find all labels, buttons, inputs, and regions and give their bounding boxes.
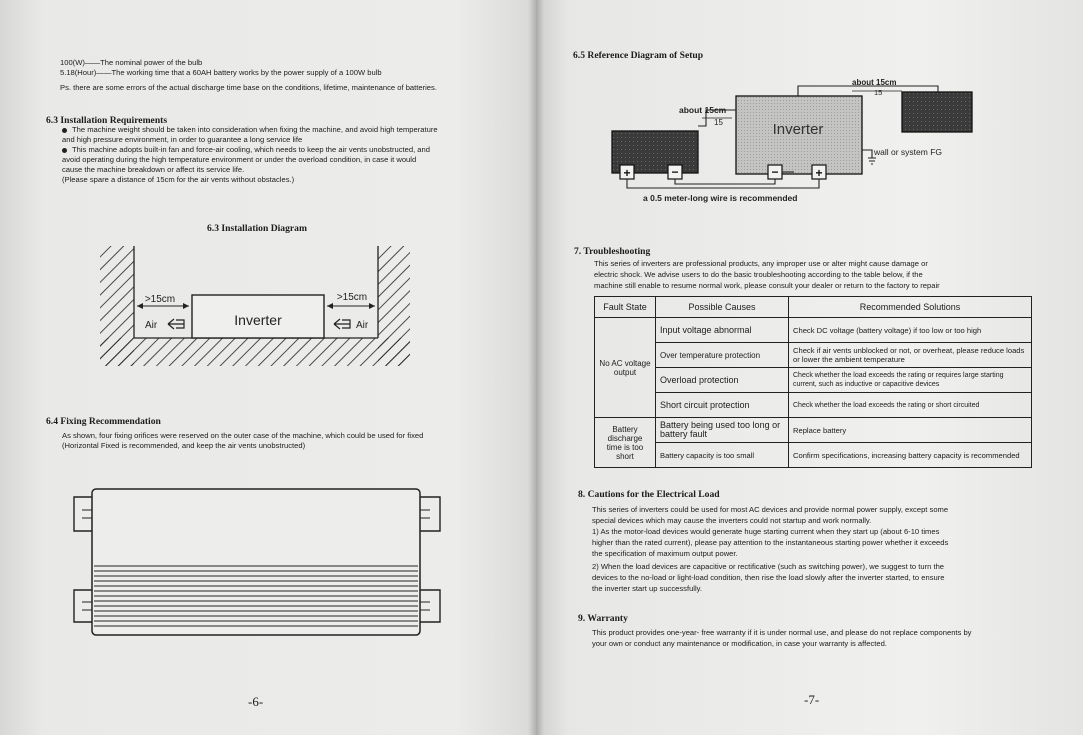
section-8-line-2: special devices which may cause the inverters could not startup and work normally.	[592, 516, 872, 525]
section-6-4-line-1: As shown, four fixing orifices were reserved on the outer case of the machine, which could be used for fixed	[62, 431, 424, 440]
cause-cell: Battery capacity is too small	[656, 443, 789, 468]
page-number-left: -6-	[248, 694, 264, 709]
solution-cell: Replace battery	[789, 418, 1032, 443]
header-solutions: Recommended Solutions	[789, 297, 1032, 318]
about-15cm-left-label: about 15cm	[679, 105, 727, 115]
section-6-4-line-2: (Horizontal Fixed is recommended, and keep the air vents unobstructed)	[62, 441, 306, 450]
fixing-diagram	[0, 0, 536, 735]
inverter-block-label: Inverter	[772, 121, 824, 138]
air-right-label: Air	[356, 320, 369, 331]
section-7-heading: 7. Troubleshooting	[574, 246, 651, 257]
table-row	[595, 343, 1032, 368]
troubleshooting-table	[594, 296, 1032, 468]
left-bottom-bracket	[74, 590, 92, 622]
bullet-2-line-3: cause the machine breakdown or affect its service life.	[62, 165, 245, 174]
section-6-4-heading: 6.4 Fixing Recommendation	[46, 416, 161, 427]
cause-cell: Input voltage abnormal	[656, 318, 789, 343]
section-8-line-1: This series of inverters could be used for most AC devices and provide normal power supply, except some	[592, 505, 949, 514]
right-distance-label: >15cm	[336, 292, 368, 303]
bullet-2-line-4: (Please spare a distance of 15cm for the air vents without obstacles.)	[62, 175, 295, 184]
section-8-heading: 8. Cautions for the Electrical Load	[578, 489, 720, 500]
bullet-1-line-1: The machine weight should be taken into consideration when fixing the machine, and avoid high temperature	[62, 125, 438, 135]
table-row	[595, 368, 1032, 393]
section-9-line-2: your own or conduct any maintenance or modification, in case your warranty is affected.	[592, 639, 887, 648]
section-9-heading: 9. Warranty	[578, 613, 628, 624]
num-15-left: 15	[714, 118, 723, 127]
inverter-case	[92, 489, 420, 635]
section-8-line-5: the specification of maximum output power.	[592, 549, 738, 558]
solution-cell: Check if air vents unblocked or not, or overheat, please reduce loads or lower the ambient temperature	[789, 343, 1032, 368]
inverter-box-label: Inverter	[234, 312, 282, 328]
cause-cell: Battery being used too long or battery fault	[656, 418, 789, 443]
header-possible-causes: Possible Causes	[656, 297, 789, 318]
ground-label: wall or system FG	[874, 147, 943, 157]
section-8-line-7: devices to the no-load or light-load condition, then rise the load slowly after the inverter started, to ensure	[592, 573, 945, 582]
left-top-bracket	[74, 497, 92, 531]
solution-cell: Check whether the load exceeds the rating or requires large starting current, such as inductive or capacitive devices	[789, 368, 1032, 393]
intro-line-2: 5.18(Hour)——The working time that a 60AH battery works by the power supply of a 100W bulb	[60, 68, 382, 77]
page-number-right: -7-	[804, 692, 820, 707]
bullet-1-line-2: and high pressure environment, in order to guarantee a long service life	[62, 135, 303, 144]
cause-cell: Short circuit protection	[656, 393, 789, 418]
table-row	[595, 318, 1032, 343]
right-bottom-bracket	[420, 590, 440, 622]
load-block	[902, 92, 972, 132]
num-15-right: 15	[874, 88, 883, 97]
plus-icon: +	[623, 166, 631, 180]
section-9-line-1: This product provides one-year- free warranty if it is under normal use, and please do not replace components by	[592, 628, 972, 637]
header-fault-state: Fault State	[595, 297, 656, 318]
solution-cell: Confirm specifications, increasing battery capacity is recommended	[789, 443, 1032, 468]
minus-icon: −	[671, 165, 679, 179]
setup-diagram	[536, 0, 1083, 260]
table-row	[595, 418, 1032, 443]
left-page	[0, 0, 536, 735]
wire-note: a 0.5 meter-long wire is recommended	[643, 193, 798, 203]
section-8-line-4: higher than the rated current), please pay attention to the instantaneous starting power whether it exceeds	[592, 538, 949, 547]
section-7-intro-2: electric shock. We advise users to do the basic troubleshooting according to the table below, if the	[594, 270, 923, 279]
section-8-line-8: the inverter start up successfully.	[592, 584, 703, 593]
right-top-bracket	[420, 497, 440, 531]
installation-diagram-title: 6.3 Installation Diagram	[207, 223, 307, 234]
book-gutter	[528, 0, 544, 735]
section-6-5-heading: 6.5 Reference Diagram of Setup	[573, 50, 704, 61]
about-15cm-right-label: about 15cm	[852, 78, 897, 87]
section-7-intro-3: machine still enable to resume normal work, please consult your dealer or return to the factory to repair	[594, 281, 940, 290]
minus-icon: −	[771, 165, 779, 179]
section-8-line-3: 1) As the motor-load devices would generate huge starting current when they start up (about 6-10 times	[592, 527, 940, 536]
cause-cell: Overload protection	[656, 368, 789, 393]
air-left-label: Air	[145, 320, 158, 331]
section-6-3-heading: 6.3 Installation Requirements	[46, 115, 168, 126]
table-header-row	[595, 297, 1032, 318]
intro-ps-note: Ps. there are some errors of the actual discharge time base on the conditions, lifetime, maintenance of batteries.	[60, 83, 437, 92]
section-7-intro-1: This series of inverters are professional products, any improper use or alter might cause damage or	[594, 259, 928, 268]
bullet-2-line-1: This machine adopts built-in fan and force-air cooling, which needs to keep the air vents unobstructed, and	[62, 145, 430, 155]
table-row	[595, 443, 1032, 468]
solution-cell: Check DC voltage (battery voltage) if too low or too high	[789, 318, 1032, 343]
right-page	[536, 0, 1083, 735]
table-row	[595, 393, 1032, 418]
intro-line-1: 100(W)——The nominal power of the bulb	[60, 58, 203, 67]
cause-cell: Over temperature protection	[656, 343, 789, 368]
left-distance-label: >15cm	[144, 294, 176, 305]
fault-short-discharge: Battery discharge time is too short	[595, 418, 656, 468]
solution-cell: Check whether the load exceeds the rating or short circuited	[789, 393, 1032, 418]
fault-no-ac-output: No AC voltage output	[595, 318, 656, 418]
plus-icon: +	[815, 166, 823, 180]
section-8-line-6: 2) When the load devices are capacitive or rectificative (such as switching power), we suggest to turn the	[592, 562, 945, 571]
bullet-2-line-2: avoid operating during the high temperature environment or under the overload condition, in case it would	[62, 155, 417, 164]
